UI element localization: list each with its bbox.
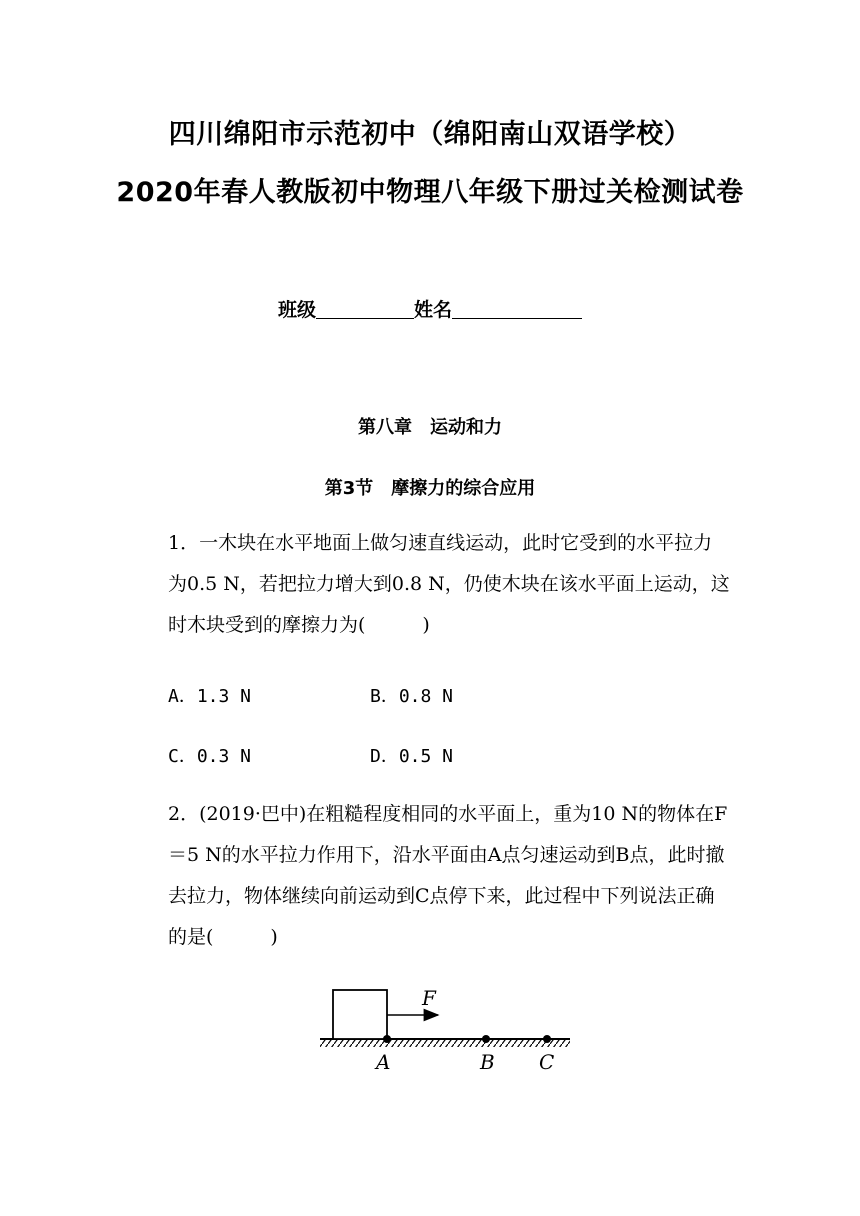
class-label: 班级 (277, 299, 316, 321)
name-label: 姓名 (414, 299, 453, 321)
title-line-1: 四川绵阳市示范初中（绵阳南山双语学校） (168, 119, 692, 150)
question-2-text: 2．(2019·巴中)在粗糙程度相同的水平面上，重为10 N的物体在F＝5 N的水平拉力作用下，沿水平面由A点匀速运动到B点，此时撤去拉力，物体继续向前运动到C点停下来，此过程中下列说法正确的是( ) (168, 803, 728, 948)
chapter-heading: 第八章 运动和力 (358, 417, 502, 438)
point-a-label: A (376, 1050, 391, 1074)
point-a-dot (383, 1035, 391, 1043)
question-2 (130, 794, 730, 958)
point-b-label: B (480, 1050, 495, 1074)
force-label: F (422, 986, 436, 1010)
section-heading: 第3节 摩擦力的综合应用 (324, 478, 536, 499)
point-b-dot (482, 1035, 490, 1043)
q1-option-c: C．0.3 N (168, 746, 252, 767)
class-blank[interactable] (316, 298, 414, 319)
name-blank[interactable] (452, 298, 582, 319)
block (333, 990, 387, 1039)
ground-hatching (320, 1039, 570, 1047)
title-line-2: 2020年春人教版初中物理八年级下册过关检测试卷 (116, 177, 744, 208)
student-fields (0, 295, 860, 322)
q1-option-d: D．0.5 N (370, 746, 454, 767)
point-c-label: C (539, 1050, 555, 1074)
q1-option-b: B．0.8 N (370, 686, 454, 707)
motion-diagram (310, 980, 580, 1080)
point-c-dot (543, 1035, 551, 1043)
question-1-text: 1．一木块在水平地面上做匀速直线运动，此时它受到的水平拉力为0.5 N，若把拉力增大到0.8 N，仍使木块在该水平面上运动，这时木块受到的摩擦力为( ) (168, 532, 730, 636)
q1-option-a: A．1.3 N (168, 686, 252, 707)
question-1 (130, 523, 730, 646)
